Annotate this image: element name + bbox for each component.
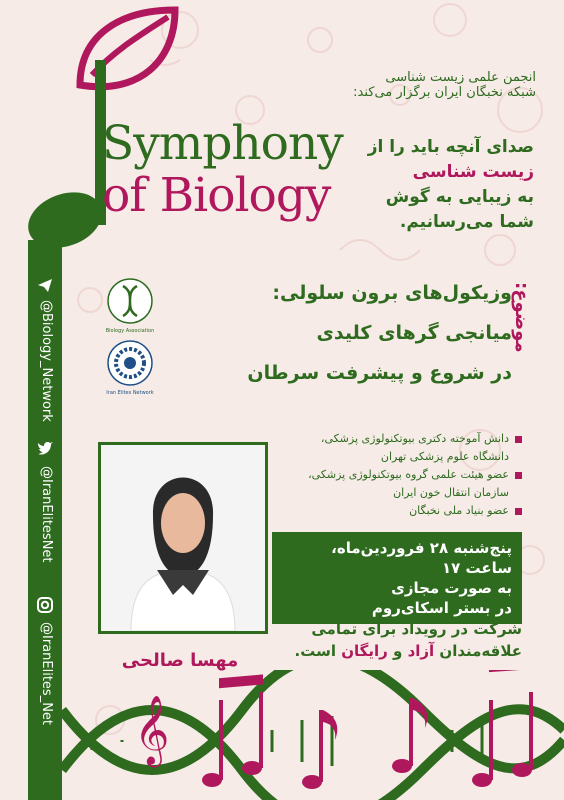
topic-label: موضوع: [511, 282, 532, 353]
credential-item [272, 430, 522, 448]
iran-elites-logo [104, 340, 156, 396]
speaker-photo [98, 442, 268, 634]
footer-line-2 [262, 640, 522, 662]
bullet-icon [515, 472, 522, 479]
topic-line-1: وزیکول‌های برون سلولی: [272, 282, 512, 304]
iran-elites-label: Iran Elites Network [106, 390, 154, 396]
credential-text: عضو بنیاد ملی نخبگان [409, 504, 509, 517]
tagline-line-3: به زیبایی به گوش [385, 187, 534, 207]
dna-logo-icon [107, 278, 153, 324]
topic-line-3: در شروع و پیشرفت سرطان [247, 362, 512, 384]
topic-block [172, 278, 512, 388]
telegram-handle: @Biology_Network [39, 300, 54, 422]
speaker-name: مهسا صالحی [121, 650, 239, 671]
speaker-portrait-image [101, 445, 265, 631]
speaker-credentials [272, 430, 522, 520]
elites-logo-icon [107, 340, 153, 386]
bullet-icon [515, 436, 522, 443]
credential-item: دانشگاه علوم پزشکی تهران [380, 450, 509, 463]
free-access-word: آزاد [407, 642, 435, 660]
credential-text: عضو هیئت علمی گروه بیوتکنولوژی پزشکی، [308, 468, 509, 481]
free-of-charge-word: رایگان [341, 642, 388, 660]
twitter-handle: @IranElitesNet [39, 466, 54, 563]
title-line-1: Symphony [102, 116, 343, 171]
event-platform: در بستر اسکای‌روم [371, 599, 512, 617]
twitter-icon [36, 440, 54, 458]
topic-line-2: میانجی گرهای کلیدی [316, 322, 512, 344]
footer-text-part: علاقه‌مندان [434, 642, 522, 660]
event-date: پنج‌شنبه ۲۸ فروردین‌ماه، ساعت ۱۷ [331, 539, 512, 577]
credential-item: سازمان انتقال خون ایران [393, 486, 509, 499]
organizer-header [176, 70, 536, 100]
bullet-icon [515, 508, 522, 515]
instagram-icon [36, 596, 54, 614]
header-line-2: شبکه نخبگان ایران برگزار می‌کند: [353, 85, 536, 100]
tagline-line-2: زیست شناسی [412, 162, 534, 182]
footer-text-part: است. [294, 642, 342, 660]
biology-association-label: Biology Association [105, 328, 155, 334]
event-mode: به صورت مجازی [391, 579, 512, 597]
event-info-box [272, 532, 522, 624]
treble-clef-icon: 𝄞 [134, 695, 170, 765]
telegram-icon [36, 276, 54, 294]
participation-note [262, 618, 522, 662]
biology-association-logo [104, 278, 156, 334]
title-line-2: of Biology [102, 168, 331, 223]
tagline [304, 135, 534, 235]
credential-item [272, 466, 522, 484]
footer-line-1: شرکت در رویداد برای تمامی [311, 620, 522, 638]
credential-item [272, 502, 522, 520]
tagline-line-1: صدای آنچه باید را از [367, 137, 534, 157]
credential-text: دانش آموخته دکتری بیوتکنولوژی پزشکی، [320, 432, 509, 445]
footer-text-part: و [387, 642, 408, 660]
dna-helix-decoration [62, 670, 564, 800]
header-line-1: انجمن علمی زیست شناسی [385, 70, 536, 85]
instagram-handle: @IranElites_Net [39, 622, 54, 726]
tagline-line-4: شما می‌رسانیم. [399, 212, 534, 232]
